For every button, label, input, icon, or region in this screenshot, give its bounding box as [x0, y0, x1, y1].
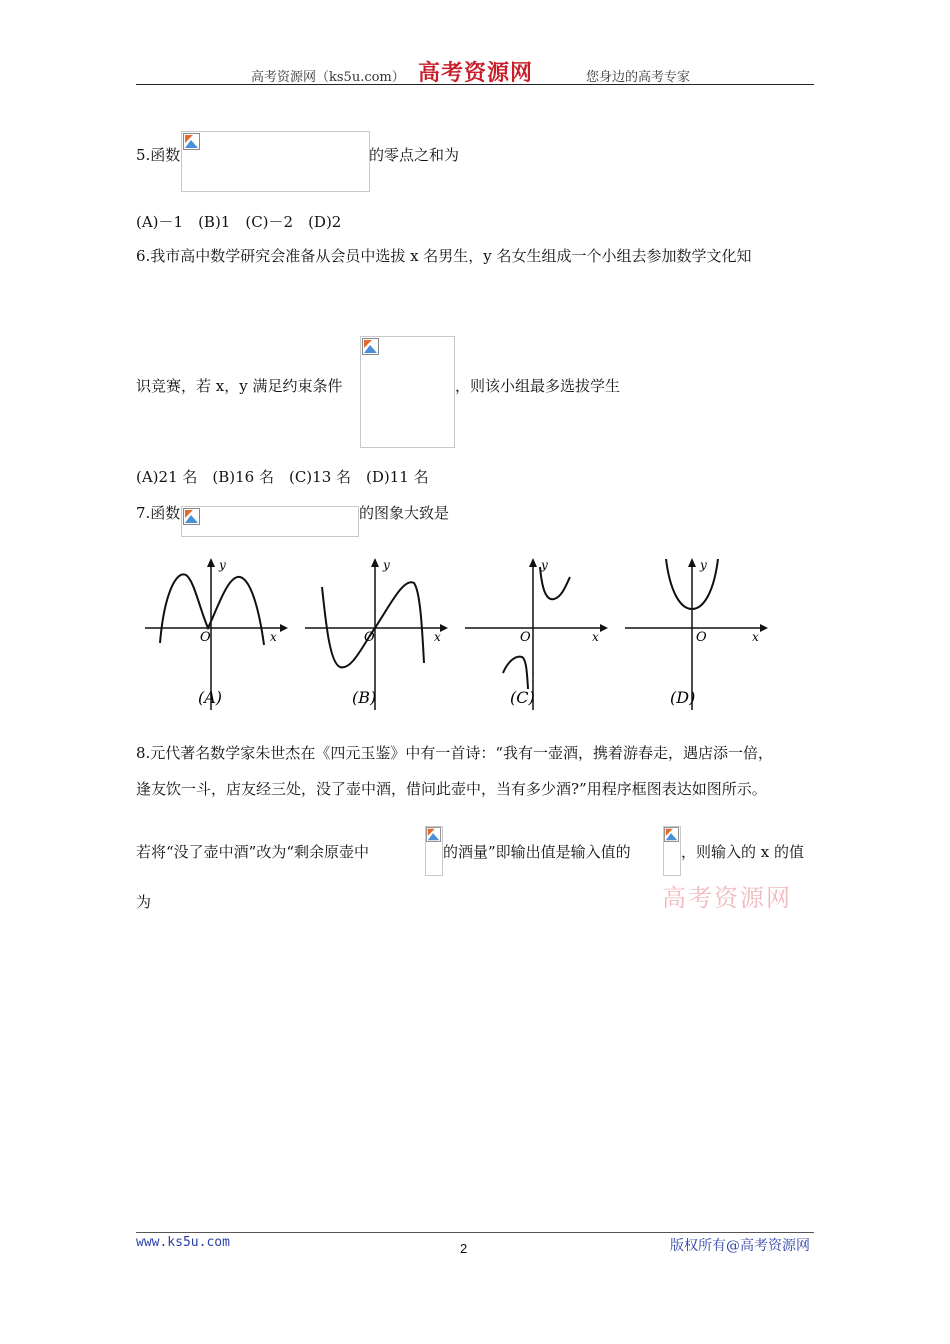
q6-line2-prefix: 识竞赛，若 x，y 满足约束条件: [136, 377, 343, 395]
graph-b-y-label: y: [383, 558, 390, 572]
q8-line3-c: ，则输入的 x 的值: [681, 843, 804, 861]
broken-image-icon: [664, 827, 679, 842]
broken-image-icon: [183, 508, 200, 525]
graph-a-origin: O: [200, 630, 211, 645]
graph-d-label: (D): [670, 688, 696, 707]
graph-b: [300, 555, 450, 715]
watermark: 高考资源网: [662, 884, 792, 912]
graph-c-label: (C): [510, 688, 535, 707]
q5-prefix: 5.函数: [136, 146, 181, 164]
graph-b-origin: O: [364, 630, 375, 645]
page-footer: [136, 1232, 814, 1256]
graph-d: [620, 555, 770, 715]
graph-d-x-label: x: [752, 630, 759, 644]
q6-line1: 6.我市高中数学研究会准备从会员中选拔 x 名男生，y 名女生组成一个小组去参加数学文化知: [136, 247, 752, 265]
header-site-name: 高考资源网（ks5u.com）: [251, 70, 405, 85]
graph-c-y-label: y: [541, 558, 548, 572]
q7-formula-image: [181, 506, 359, 537]
q6-line2-suffix: ，则该小组最多选拔学生: [455, 377, 621, 395]
q8-line2: 逢友饮一斗，店友经三处，没了壶中酒，借问此壶中，当有多少酒?”用程序框图表达如图所示。: [136, 780, 767, 798]
graph-b-label: (B): [352, 688, 377, 707]
graph-a-y-label: y: [219, 558, 226, 572]
graph-a-x-label: x: [270, 630, 277, 644]
q5-suffix: 的零点之和为: [369, 146, 460, 164]
page-header: [136, 60, 814, 86]
page-number: 2: [460, 1241, 468, 1256]
broken-image-icon: [183, 133, 200, 150]
header-slogan: 您身边的高考专家: [586, 70, 691, 85]
q8-line1: 8.元代著名数学家朱世杰在《四元玉鉴》中有一首诗：“我有一壶酒，携着游春走，遇店添一倍，: [136, 744, 773, 762]
graph-a: [140, 555, 290, 715]
q7-prefix: 7.函数: [136, 504, 181, 522]
q5-options: (A)－1 (B)1 (C)－2 (D)2: [136, 213, 342, 231]
q8-line3-a: 若将“没了壶中酒”改为“剩余原壶中: [136, 843, 370, 861]
graph-d-y-label: y: [700, 558, 707, 572]
footer-copyright: 版权所有@高考资源网: [670, 1238, 810, 1254]
q5-formula-image: [181, 131, 370, 192]
graph-c: [460, 555, 610, 715]
footer-site-link[interactable]: www.ks5u.com: [136, 1235, 230, 1250]
broken-image-icon: [362, 338, 379, 355]
q6-options: (A)21 名 (B)16 名 (C)13 名 (D)11 名: [136, 468, 429, 486]
graph-d-origin: O: [696, 630, 707, 645]
q8-line4: 为: [136, 893, 152, 911]
q7-suffix: 的图象大致是: [359, 504, 450, 522]
graph-c-x-label: x: [592, 630, 599, 644]
q8-fraction-image-1: [425, 826, 443, 876]
q8-line3-b: 的酒量”即输出值是输入值的: [443, 843, 631, 861]
graph-a-label: (A): [198, 688, 223, 707]
q6-constraint-image: [360, 336, 455, 448]
graph-b-x-label: x: [434, 630, 441, 644]
header-logo: 高考资源网: [418, 60, 534, 86]
broken-image-icon: [426, 827, 441, 842]
graph-c-origin: O: [520, 630, 531, 645]
q8-fraction-image-2: [663, 826, 681, 876]
